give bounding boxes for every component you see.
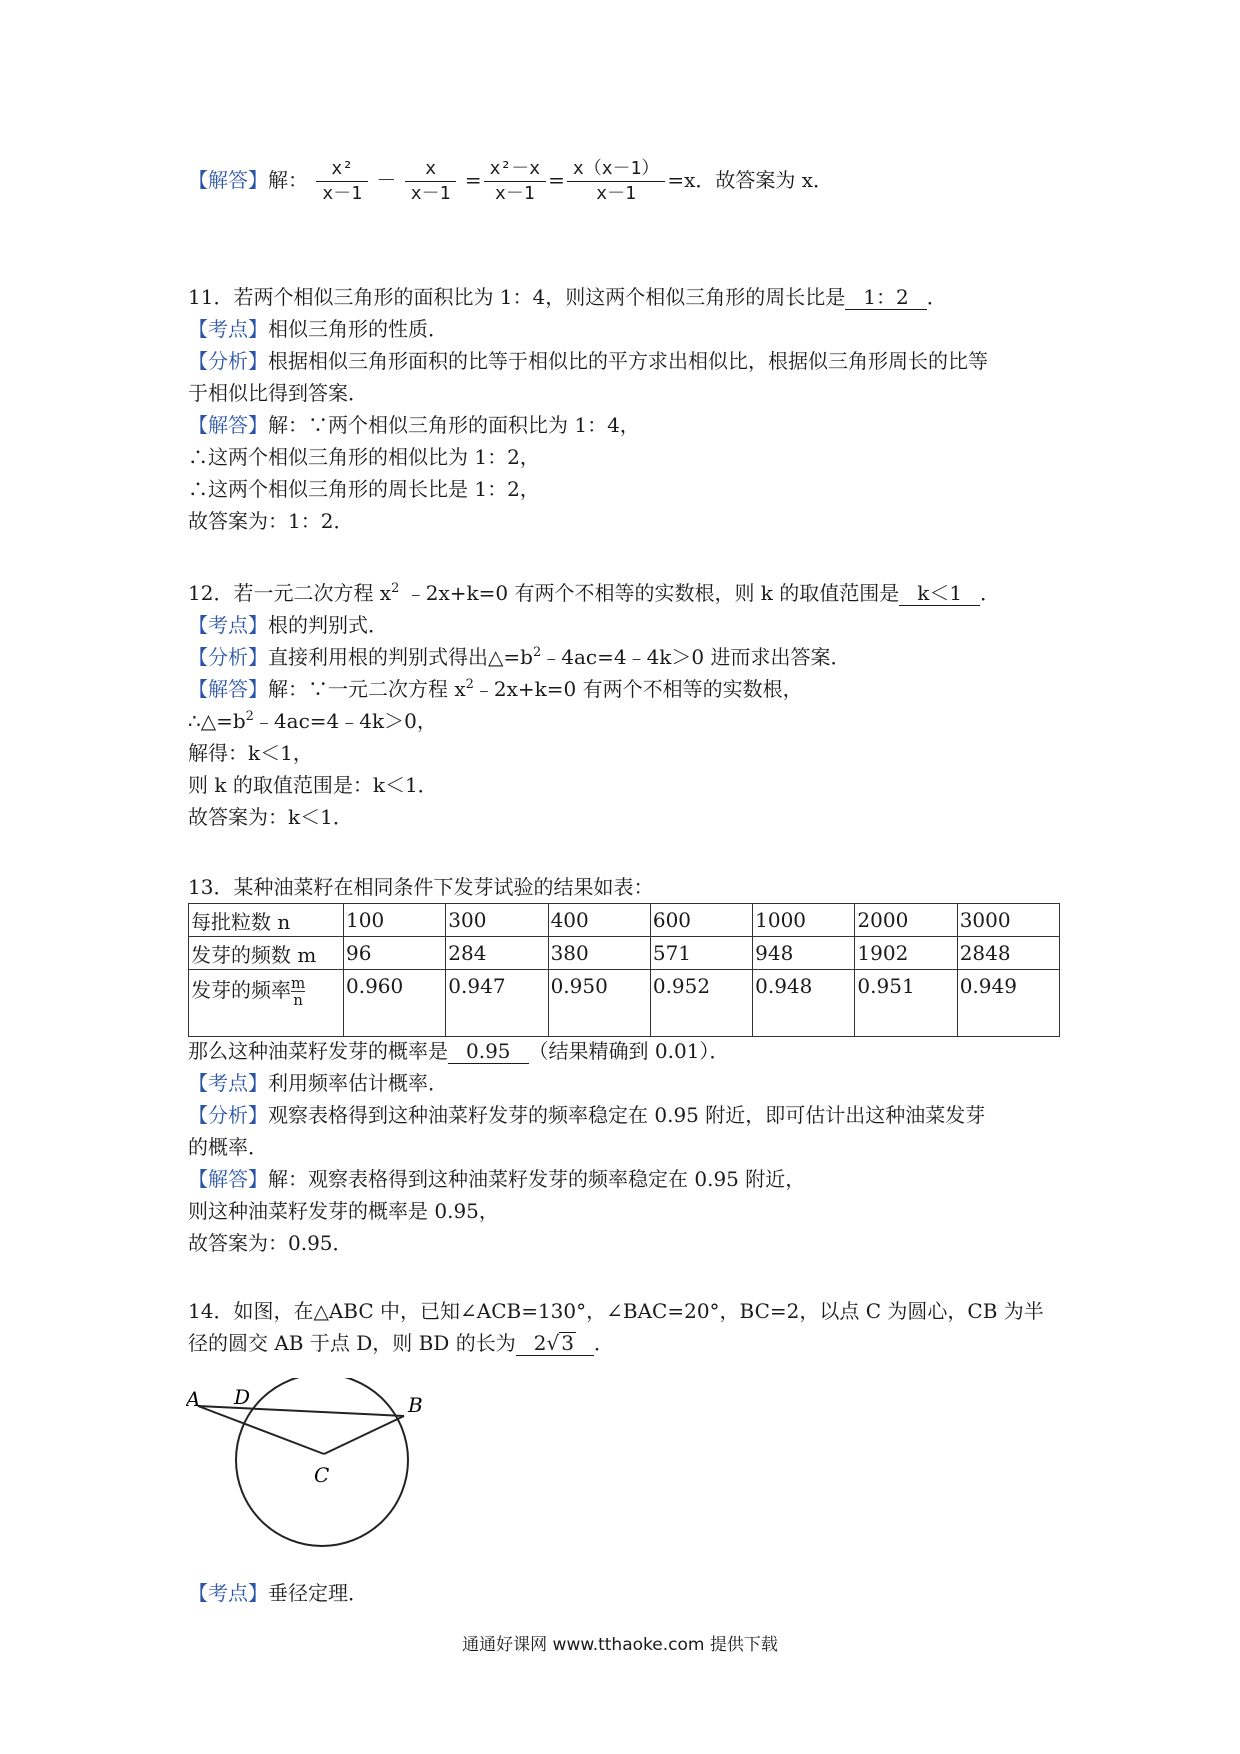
table-row-header: 发芽的频数 m [189, 937, 344, 970]
table-row-header: 每批粒数 n [189, 904, 344, 937]
q11-question-end: ． [926, 285, 947, 309]
kaodian-tag: 【考点】 [188, 317, 268, 341]
q11-fenxi-1 [188, 346, 1068, 376]
q12-answer-blank: k＜1 [899, 581, 980, 606]
q12-question [188, 578, 1068, 608]
table-cell: 600 [650, 904, 752, 937]
q11-jieda-2: ∴这两个相似三角形的相似比为 1：2， [188, 445, 540, 469]
fraction-2 [405, 157, 457, 206]
q13-fenxi-2: 的概率． [188, 1135, 268, 1159]
minus-sign: － [376, 168, 397, 192]
q13-jieda-2: 则这种油菜籽发芽的概率是 0.95， [188, 1199, 499, 1223]
table-row-header [189, 970, 344, 1037]
q12-kaodian [188, 610, 1068, 640]
equals-2: = [548, 168, 565, 192]
q13-answer-blank: 0.95 [448, 1039, 529, 1064]
q13-kaodian [188, 1068, 1068, 1098]
kaodian-tag: 【考点】 [188, 1071, 268, 1095]
table-cell: 300 [446, 904, 548, 937]
superscript: 2 [532, 645, 542, 660]
table-cell: 0.948 [753, 970, 855, 1037]
table-cell: 100 [344, 904, 446, 937]
table-cell: 0.952 [650, 970, 752, 1037]
jieda-tag: 【解答】 [188, 168, 268, 192]
fraction-den: n [293, 991, 303, 1009]
q13-after-end: （结果精确到 0.01）． [528, 1039, 730, 1063]
q12-fenxi-text: 直接利用根的判别式得出△=b [268, 645, 533, 669]
table-cell: 96 [344, 937, 446, 970]
table-cell: 284 [446, 937, 548, 970]
q12-jieda-text-1-end: ﹣2x+k=0 有两个不相等的实数根， [473, 677, 803, 701]
fraction-3-num: x²－x [484, 157, 547, 182]
fraction-1-num: x² [316, 157, 368, 182]
q11-jieda-text-1: 解：∵两个相似三角形的面积比为 1：4， [268, 413, 640, 437]
q11-fenxi-2: 于相似比得到答案． [188, 381, 368, 405]
top-answer-line [188, 150, 1068, 210]
q12-kaodian-text: 根的判别式． [268, 613, 388, 637]
q12-question-mid: ﹣2x+k=0 有两个不相等的实数根，则 k 的取值范围是 [399, 581, 900, 605]
fraction-4-den: x－1 [596, 183, 636, 204]
q12-jieda-5: 故答案为：k＜1． [188, 805, 353, 829]
q11-fenxi-text-1: 根据相似三角形面积的比等于相似比的平方求出相似比，根据似三角形周长的比等 [268, 349, 988, 373]
q11-question [188, 282, 1068, 312]
q11-jieda-3: ∴这两个相似三角形的周长比是 1：2， [188, 477, 540, 501]
segment-ac [198, 1406, 324, 1454]
segment-ab [198, 1406, 404, 1416]
fraction-3-den: x－1 [494, 183, 535, 204]
table-cell: 380 [548, 937, 650, 970]
fraction-num: m [291, 974, 306, 992]
q13-kaodian-text: 利用频率估计概率． [268, 1071, 448, 1095]
segment-cb [324, 1416, 404, 1454]
q14-question-text: 径的圆交 AB 于点 D，则 BD 的长为 [188, 1331, 516, 1355]
q12-jieda-4: 则 k 的取值范围是：k＜1． [188, 773, 438, 797]
fraction-2-num: x [405, 157, 457, 182]
q12-jieda-text-2: ∴△=b [188, 709, 246, 733]
q13-after-text: 那么这种油菜籽发芽的概率是 [188, 1039, 448, 1063]
fraction-4-num: x（x－1） [567, 157, 666, 182]
q14-kaodian [188, 1578, 1068, 1608]
table-cell: 0.949 [957, 970, 1059, 1037]
q13-fenxi-text-1: 观察表格得到这种油菜籽发芽的频率稳定在 0.95 附近，即可估计出这种油菜发芽 [268, 1103, 986, 1127]
q11-kaodian-text: 相似三角形的性质． [268, 317, 448, 341]
germination-table [188, 903, 1060, 1037]
page-footer: 通通好课网 www.tthaoke.com 提供下载 [462, 1635, 778, 1655]
table-cell: 0.951 [855, 970, 957, 1037]
label-a: A [186, 1387, 201, 1411]
frequency-label: 发芽的频率 [191, 978, 291, 1002]
q11-jieda-1 [188, 410, 1068, 440]
jieda-tag: 【解答】 [188, 677, 268, 701]
jieda-tag: 【解答】 [188, 1167, 268, 1191]
circle-triangle-figure [186, 1378, 436, 1568]
answer-tail: =x．故答案为 x． [667, 168, 834, 192]
table-cell: 0.947 [446, 970, 548, 1037]
fenxi-tag: 【分析】 [188, 349, 268, 373]
superscript: 2 [245, 709, 254, 724]
q14-question-end: ． [593, 1331, 614, 1355]
q12-jieda-2 [188, 706, 1068, 736]
jieda-tag: 【解答】 [188, 413, 268, 437]
q14-question-2 [188, 1328, 1068, 1358]
label-b: B [408, 1393, 423, 1417]
q12-jieda-3: 解得：k＜1， [188, 741, 313, 765]
fraction-3 [484, 157, 547, 206]
radicand: 3 [561, 1331, 574, 1355]
q13-question: 13．某种油菜籽在相同条件下发芽试验的结果如表： [188, 875, 654, 899]
answer-coefficient: 2 [533, 1331, 547, 1355]
q12-question-end: ． [980, 581, 1001, 605]
q12-fenxi [188, 642, 1068, 672]
q11-kaodian [188, 314, 1068, 344]
q12-jieda-text-2-end: ﹣4ac=4﹣4k＞0， [253, 709, 437, 733]
table-row [189, 970, 1060, 1037]
table-cell: 0.950 [548, 970, 650, 1037]
answer-lead: 解： [268, 168, 308, 192]
q13-jieda-text-1: 解：观察表格得到这种油菜籽发芽的频率稳定在 0.95 附近， [268, 1167, 806, 1191]
table-cell: 0.960 [344, 970, 446, 1037]
table-cell: 2000 [855, 904, 957, 937]
superscript: 2 [391, 581, 400, 596]
equals-1: = [464, 168, 482, 192]
q12-jieda-text-1: 解：∵一元二次方程 x [268, 677, 466, 701]
circle-c [236, 1378, 408, 1546]
q13-fenxi-1 [188, 1100, 1068, 1130]
fraction-4 [567, 157, 666, 206]
fraction-2-den: x－1 [410, 183, 451, 204]
table-cell: 948 [753, 937, 855, 970]
table-cell: 3000 [957, 904, 1059, 937]
q13-jieda-3: 故答案为：0.95． [188, 1231, 353, 1255]
q11-question-text: 11．若两个相似三角形的面积比为 1：4，则这两个相似三角形的周长比是 [188, 285, 846, 309]
q12-jieda-1 [188, 674, 1068, 704]
label-c: C [314, 1463, 330, 1487]
q11-jieda-4: 故答案为：1：2． [188, 509, 354, 533]
fenxi-tag: 【分析】 [188, 645, 268, 669]
q12-question-text: 12．若一元二次方程 x [188, 581, 392, 605]
fraction-1 [316, 157, 368, 206]
kaodian-tag: 【考点】 [188, 613, 268, 637]
sqrt-sign: √ [546, 1331, 560, 1355]
fraction-1-den: x－1 [322, 183, 363, 204]
q13-after [188, 1036, 1068, 1066]
label-d: D [234, 1385, 251, 1409]
table-cell: 2848 [957, 937, 1059, 970]
q14-question-1: 14．如图，在△ABC 中，已知∠ACB=130°，∠BAC=20°，BC=2，以点 C 为圆心，CB 为半 [188, 1299, 1044, 1323]
fenxi-tag: 【分析】 [188, 1103, 268, 1127]
table-cell: 571 [650, 937, 752, 970]
q14-answer-blank [516, 1331, 594, 1356]
kaodian-tag: 【考点】 [188, 1581, 268, 1605]
q11-answer-blank: 1：2 [845, 285, 926, 310]
m-over-n-fraction [291, 975, 305, 1008]
q12-fenxi-text-end: ﹣4ac=4﹣4k＞0 进而求出答案． [541, 645, 851, 669]
superscript: 2 [465, 677, 474, 692]
q13-jieda-1 [188, 1164, 1068, 1194]
table-row [189, 904, 1060, 937]
table-row [189, 937, 1060, 970]
table-cell: 1000 [753, 904, 855, 937]
table-cell: 400 [548, 904, 650, 937]
q14-kaodian-text: 垂径定理． [268, 1581, 368, 1605]
table-cell: 1902 [855, 937, 957, 970]
